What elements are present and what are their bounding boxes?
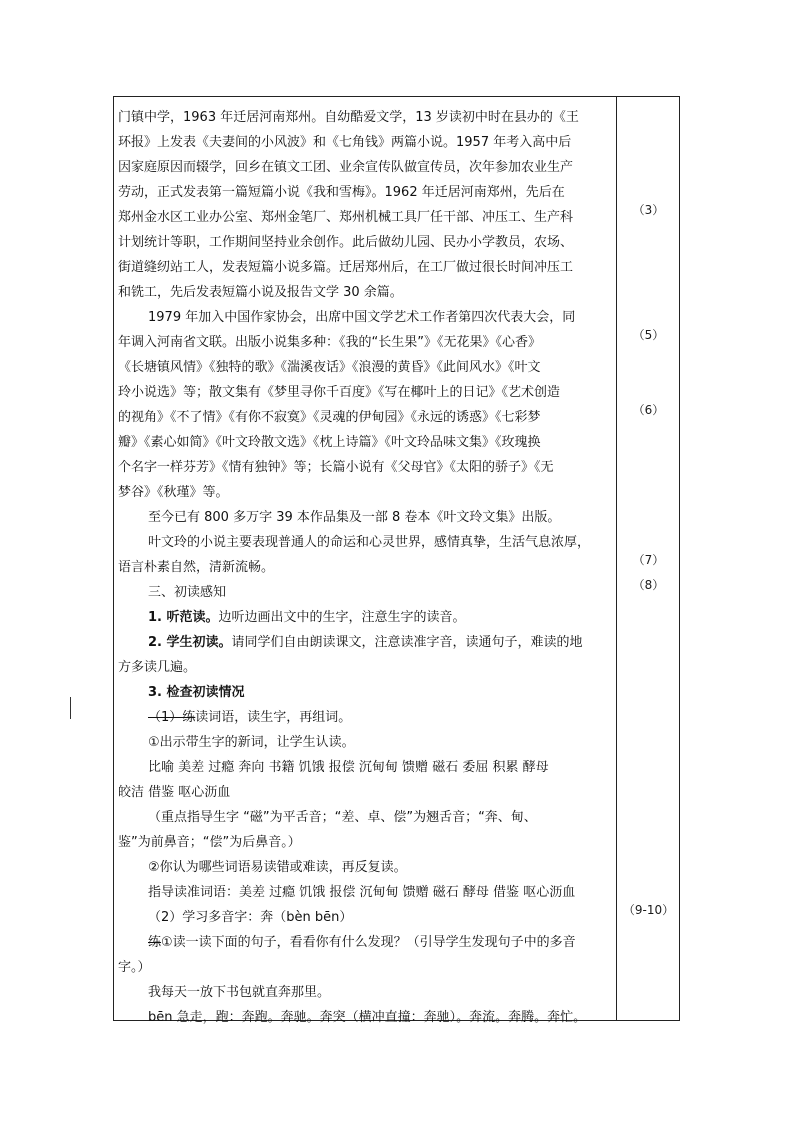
step-text: 读词语，读生字，再组词。 xyxy=(195,710,352,725)
text-line: bēn 急走，跑：奔跑。奔驰。奔突（横冲直撞：奔驰）。奔流。奔腾。奔忙。 xyxy=(148,1010,587,1025)
text-line: 1979 年加入中国作家协会，出席中国文学艺术工作者第四次代表大会，同 xyxy=(148,310,576,325)
text-line: 瓣》《素心如简》《叶文玲散文选》《枕上诗篇》《叶文玲品味文集》《玫瑰换 xyxy=(118,435,541,450)
text-line: 《长塘镇风情》《独特的歌》《湍溪夜话》《浪漫的黄昏》《此间风水》《叶文 xyxy=(118,360,541,375)
note-marker: （7） xyxy=(632,553,665,567)
step-label: 2. 学生初读。 xyxy=(148,635,232,650)
step-text: 请同学们自由朗读课文，注意读准字音，读通句子，难读的地 xyxy=(231,635,583,650)
text-line: （2）学习多音字：奔（bèn bēn） xyxy=(148,910,353,925)
main-text-cell xyxy=(118,105,612,1030)
step-text: ①读一读下面的句子，看看你有什么发现？（引导学生发现句子中的多音 xyxy=(161,935,576,950)
text-line: 环报》上发表《夫妻间的小风波》和《七角钱》两篇小说。1957 年考入高中后 xyxy=(118,135,572,150)
text-line: 个名字一样芬芳》《情有独钟》等；长篇小说有《父母官》《太阳的骄子》《无 xyxy=(118,460,554,475)
struck-text: 练 xyxy=(148,935,162,950)
step-label: 1. 听范读。 xyxy=(148,610,219,625)
text-line xyxy=(118,930,612,955)
text-cursor xyxy=(70,697,71,719)
text-line: 梦谷》《秋瑾》等。 xyxy=(118,485,229,500)
text-line: 玲小说选》等；散文集有《梦里寻你千百度》《写在椰叶上的日记》《艺术创造 xyxy=(118,385,561,400)
note-marker: （6） xyxy=(632,403,665,417)
text-line xyxy=(118,605,612,630)
text-line: 郑州金水区工业办公室、郑州金笔厂、郑州机械工具厂任干部、冲压工、生产科 xyxy=(118,210,574,225)
text-line xyxy=(118,705,612,730)
text-line: 皎洁 借鉴 呕心沥血 xyxy=(118,785,231,800)
text-line: 叶文玲的小说主要表现普通人的命运和心灵世界，感情真挚，生活气息浓厚， xyxy=(148,535,591,550)
text-line: 字。） xyxy=(118,960,151,975)
note-marker: （8） xyxy=(632,578,665,592)
notes-column xyxy=(617,97,680,1020)
text-line: （重点指导生字 “磁”为平舌音；“差、卓、偿”为翘舌音；“奔、甸、 xyxy=(148,810,537,825)
step-label: 3. 检查初读情况 xyxy=(148,685,245,700)
text-line: 门镇中学，1963 年迁居河南郑州。自幼酷爱文学，13 岁读初中时在县办的《王 xyxy=(118,110,579,125)
text-line: 我每天一放下书包就直奔那里。 xyxy=(148,985,331,1000)
text-line: 方多读几遍。 xyxy=(118,660,197,675)
note-marker: （9-10） xyxy=(622,903,675,917)
text-line: 语言朴素自然，清新流畅。 xyxy=(118,560,275,575)
text-line xyxy=(118,630,612,655)
text-line: 因家庭原因而辍学，回乡在镇文工团、业余宣传队做宣传员，次年参加农业生产 xyxy=(118,160,574,175)
text-line: 的视角》《不了情》《有你不寂寞》《灵魂的伊甸园》《永远的诱惑》《七彩梦 xyxy=(118,410,541,425)
text-line: 指导读准词语：美差 过瘾 饥饿 报偿 沉甸甸 馈赠 磁石 酵母 借鉴 呕心沥血 xyxy=(148,885,576,900)
text-line: ②你认为哪些词语易读错或难读，再反复读。 xyxy=(148,860,407,875)
text-line: 比喻 美差 过瘾 奔向 书籍 饥饿 报偿 沉甸甸 馈赠 磁石 委屈 积累 酵母 xyxy=(148,760,549,775)
text-line: 和铣工，先后发表短篇小说及报告文学 30 余篇。 xyxy=(118,285,403,300)
text-line: ①出示带生字的新词，让学生认读。 xyxy=(148,735,355,750)
step-text: 边听边画出文中的生字，注意生字的读音。 xyxy=(218,610,466,625)
note-marker: （3） xyxy=(632,203,665,217)
struck-text: （1）练 xyxy=(148,710,196,725)
text-line: 年调入河南省文联。出版小说集多种：《我的“长生果”》《无花果》《心香》 xyxy=(118,335,541,350)
lesson-plan-table xyxy=(113,96,680,1025)
text-line: 计划统计等职，工作期间坚持业余创作。此后做幼儿园、民办小学教员，农场、 xyxy=(118,235,574,250)
note-marker: （5） xyxy=(632,328,665,342)
text-line: 至今已有 800 多万字 39 本作品集及一部 8 卷本《叶文玲文集》出版。 xyxy=(148,510,561,525)
text-line: 劳动，正式发表第一篇短篇小说《我和雪梅》。1962 年迁居河南郑州，先后在 xyxy=(118,185,565,200)
text-line: 街道缝纫站工人，发表短篇小说多篇。迁居郑州后，在工厂做过很长时间冲压工 xyxy=(118,260,574,275)
section-heading: 三、初读感知 xyxy=(148,585,227,600)
text-line: 鉴”为前鼻音；“偿”为后鼻音。） xyxy=(118,835,301,850)
